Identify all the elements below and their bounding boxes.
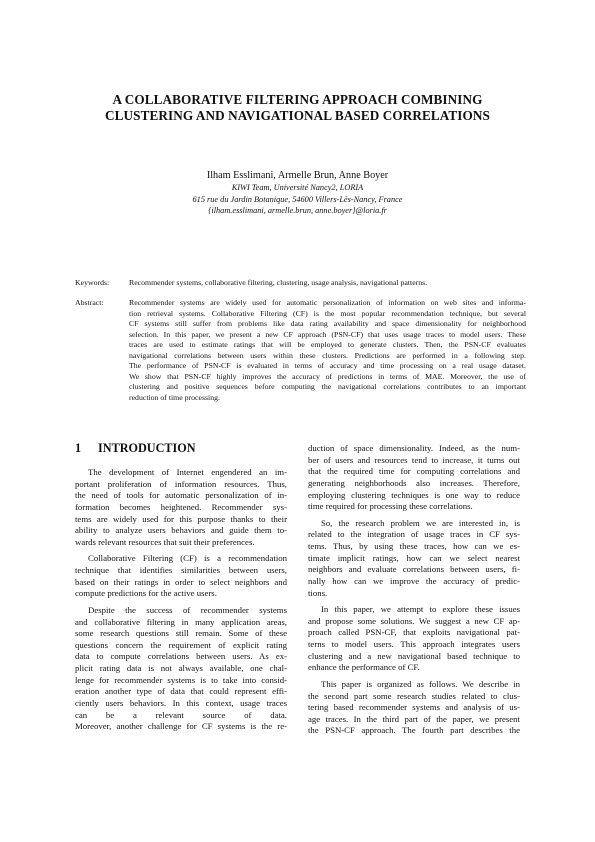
text-line: tering based recommender systems and analysis of us- <box>308 702 520 713</box>
text-line: and collaborative filtering in many application areas, <box>75 616 287 627</box>
abstract-line: tion retrieval systems. Collaborative Filtering (CF) is the most popular recommendation technique, but several <box>129 308 526 318</box>
author-block <box>60 169 535 217</box>
text-line: tions. <box>308 587 328 598</box>
text-line: enhance the performance of CF. <box>308 662 420 673</box>
paragraph <box>308 443 520 513</box>
abstract-line: Recommender systems are widely used for automatic personalization of information on web sites and informa- <box>129 298 526 307</box>
section-heading <box>75 441 196 456</box>
text-line: Despite the success of recommender systems <box>88 604 287 615</box>
text-line: ber of users and resources tend to increase, it turns out <box>308 454 520 465</box>
text-line: technique that identifies similarities between users, <box>75 565 287 575</box>
text-line: formation becomes heightened. Recommender sys- <box>75 501 287 512</box>
text-line: lenge for recommender systems is to take into consid- <box>75 674 287 685</box>
title-line: A COLLABORATIVE FILTERING APPROACH COMBINING <box>112 92 483 107</box>
text-line: generating neighborhoods also increases. Therefore, <box>308 477 520 488</box>
abstract-line: selection. In this paper, we present a new CF approach (PSN-CF) that uses usage traces to model users. These <box>129 329 526 339</box>
text-line: compute predictions for the active users. <box>75 588 217 599</box>
abstract-text <box>129 298 526 403</box>
section-title: INTRODUCTION <box>98 441 196 455</box>
text-line: clustering and a new navigational based technique to <box>308 650 520 661</box>
section-number: 1 <box>75 441 82 455</box>
text-line: plicit rating data is not always available, one chal- <box>75 663 287 673</box>
text-line: ability to analyze users behaviors and guide them to- <box>75 525 287 536</box>
text-line: The development of Internet engendered an im- <box>88 467 287 477</box>
abstract-line: navigational correlations between users within these clusters. Predictions are performed in a following step. <box>129 350 526 360</box>
abstract-line: CF systems still suffer from problems like data rating availability and space dimensionality for neighborhood <box>129 319 526 329</box>
text-line: eration another type of data that could represent effi- <box>75 686 287 697</box>
text-line: some research questions still remain. Some of these <box>75 628 287 639</box>
text-line: that the required time for computing correlations and <box>308 466 520 477</box>
text-line: the PSN-CF approach. The fourth part describes the <box>308 725 520 736</box>
text-line: questions concern the requirement of explicit rating <box>75 639 287 650</box>
text-line: the need of tools for automatic personalization of in- <box>75 490 287 501</box>
text-line: Collaborative Filtering (CF) is a recommendation <box>88 553 287 564</box>
abstract-line: We show that PSN-CF highly improves the accuracy of predictions in terms of MAE. Moreover, the use of <box>129 371 526 381</box>
text-line: duction of space dimensionality. Indeed, as the num- <box>308 443 520 453</box>
text-line: tems are widely used for this purpose thanks to their <box>75 513 287 524</box>
abstract-line: The performance of PSN-CF is evaluated in terms of accuracy and time processing on a real usage dataset. <box>129 361 526 371</box>
text-line: This paper is organized as follows. We describe in <box>321 678 520 689</box>
paragraph <box>308 679 520 737</box>
text-line: portant proliferation of information resources. Thus, <box>75 478 287 489</box>
text-line: can be a relevant source of data. <box>75 709 287 720</box>
text-line: In this paper, we attempt to explore these issues <box>321 604 520 615</box>
text-line: the second part some research studies related to clus- <box>308 690 520 701</box>
text-line: ciently users behaviors. In this context, usage traces <box>75 697 287 708</box>
text-line: terns to model users. This approach integrates users <box>308 639 520 649</box>
text-line: nally how can we improve the accuracy of predic- <box>308 575 520 586</box>
text-line: wards relevant resources that suit their preferences. <box>75 536 255 547</box>
text-line: proach called PSN-CF, that exploits navigational pat- <box>308 627 520 638</box>
text-line: time required for processing these correlations. <box>308 501 473 512</box>
keywords-text: Recommender systems, collaborative filtering, clustering, usage analysis, navigational patterns. <box>129 278 428 287</box>
author-address: 615 rue du Jardin Botanique, 54600 Villers-Lès-Nancy, France <box>192 194 403 204</box>
text-line: tems. Thus, by using these traces, how can we es- <box>308 541 520 551</box>
paragraph <box>308 518 520 599</box>
abstract-line: traces are used to estimate ratings that will be employed to generate clusters. Then, the PSN-CF evaluates <box>129 340 526 350</box>
text-line: based on their ratings in order to select neighbors and <box>75 576 287 587</box>
text-line: timate implicit ratings, how can we select nearest <box>308 552 520 563</box>
author-email: {ilham.esslimani, armelle.brun, anne.boyer}@loria.fr <box>208 206 387 215</box>
text-line: data to compute correlations between users. As ex- <box>75 651 287 662</box>
text-line: Moreover, another challenge for CF systems is the re- <box>75 721 287 732</box>
paragraph <box>75 553 287 600</box>
paper-title <box>60 92 535 124</box>
paragraph <box>75 467 287 548</box>
abstract-label: Abstract: <box>75 298 104 307</box>
text-line: related to the integration of usage traces in CF sys- <box>308 529 520 540</box>
paragraph <box>75 605 287 733</box>
text-line: and propose some solutions. We suggest a new CF ap- <box>308 615 520 626</box>
text-line: neighbors and evaluate correlations between users, fi- <box>308 564 520 575</box>
paragraph <box>308 604 520 674</box>
text-line: age traces. In the third part of the paper, we present <box>308 713 520 724</box>
left-column <box>75 467 287 733</box>
text-line: So, the research problem we are interested in, is <box>321 517 520 528</box>
right-column <box>308 443 520 737</box>
author-affiliation: KIWI Team, Université Nancy2, LORIA <box>231 183 364 192</box>
author-names: Ilham Esslimani, Armelle Brun, Anne Boyer <box>206 170 389 181</box>
abstract-line: clustering and positive sequences before computing the navigational correlations contributes to an important <box>129 382 526 392</box>
text-line: employing clustering techniques is one way to reduce <box>308 489 520 500</box>
title-line: CLUSTERING AND NAVIGATIONAL BASED CORRELATIONS <box>105 108 490 123</box>
abstract-line: reduction of time processing. <box>129 392 220 402</box>
keywords-label: Keywords: <box>75 278 110 287</box>
